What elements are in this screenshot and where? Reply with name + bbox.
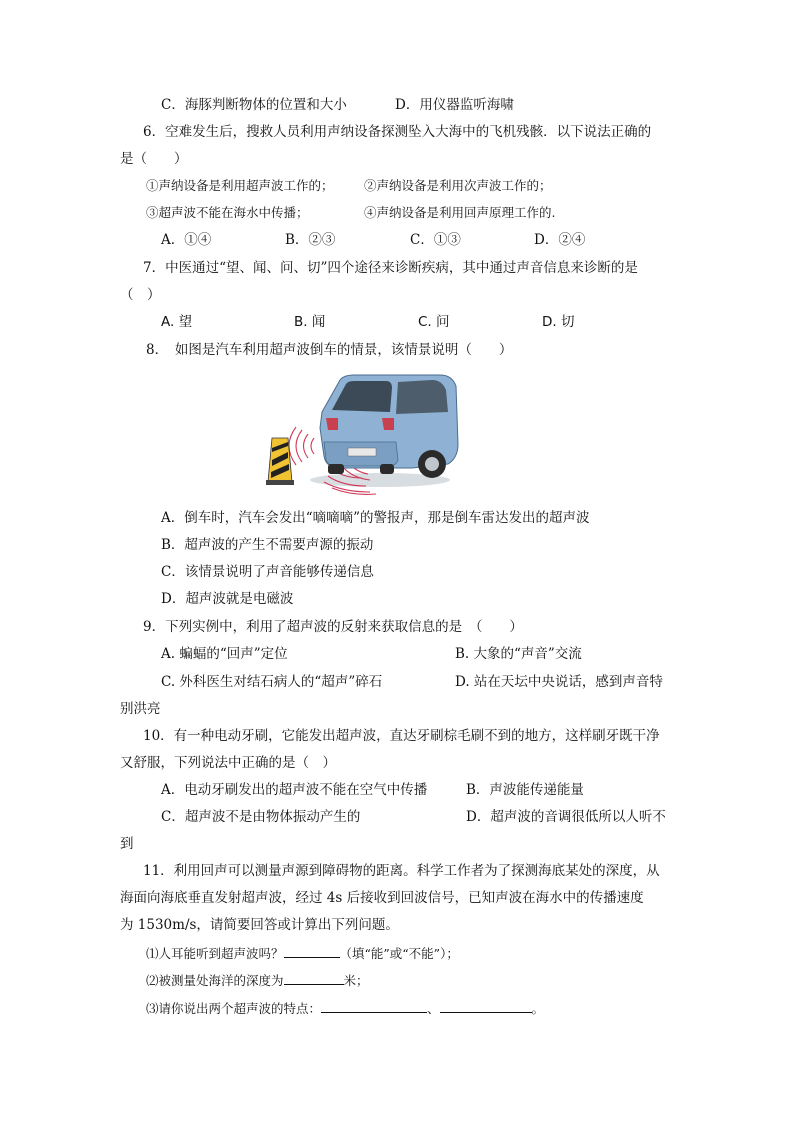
- q10-option-b: B．声波能传递能量: [466, 782, 584, 798]
- q5-option-c: C．海豚判断物体的位置和大小: [161, 97, 347, 113]
- q11-part-3-prompt: ⑶请你说出两个超声波的特点：: [146, 1001, 322, 1016]
- q7-stem-line2: （ ）: [120, 287, 161, 303]
- q8-option-c: C．该情景说明了声音能够传递信息: [161, 564, 374, 580]
- q11-part-3-separator: 、: [427, 1001, 440, 1016]
- q9-stem: 9．下列实例中，利用了超声波的反射来获取信息的是 （ ）: [143, 619, 523, 635]
- q6-statement-3: ③超声波不能在海水中传播；: [146, 205, 309, 220]
- q6-stem-line2: 是（ ）: [120, 151, 188, 167]
- q6-statement-2: ②声纳设备是利用次声波工作的；: [364, 178, 552, 193]
- q11-stem-line2: 海面向海底垂直发射超声波，经过 4s 后接收到回波信号，已知声波在海水中的传播速度: [120, 890, 644, 906]
- q7-option-d: D. 切: [542, 314, 575, 330]
- q6-statement-1: ①声纳设备是利用超声波工作的；: [146, 178, 334, 193]
- barrier-icon: [266, 438, 294, 485]
- q11-stem-line1: 11．利用回声可以测量声源到障碍物的距离。科学工作者为了探测海底某处的深度，从: [143, 863, 660, 879]
- q5-option-d: D．用仪器监听海啸: [395, 97, 514, 113]
- q7-option-c: C. 问: [418, 314, 450, 330]
- q11-stem-line3: 为 1530m/s，请简要回答或计算出下列问题。: [120, 917, 399, 933]
- answer-blank-3[interactable]: [321, 999, 427, 1013]
- q9-option-a: A. 蝙蝠的“回声”定位: [161, 646, 288, 662]
- answer-blank-2[interactable]: [284, 971, 344, 985]
- q9-option-c: C. 外科医生对结石病人的“超声”碎石: [161, 674, 383, 690]
- q8-option-b: B．超声波的产生不需要声源的振动: [161, 537, 374, 553]
- q8-option-a: A．倒车时，汽车会发出“嘀嘀嘀”的警报声，那是倒车雷达发出的超声波: [161, 510, 590, 526]
- q9-option-b: B. 大象的“声音”交流: [455, 646, 582, 662]
- q6-option-b: B．②③: [285, 232, 336, 248]
- car-icon: [320, 375, 458, 478]
- q11-part-3: [146, 999, 544, 1018]
- q11-part-2-unit: 米；: [343, 973, 369, 988]
- q9-option-d-line2: 别洪亮: [120, 701, 161, 717]
- q10-option-d-line1: D．超声波的音调很低所以人听不: [466, 809, 666, 825]
- q11-part-2-prompt: ⑵被测量处海洋的深度为: [146, 973, 284, 988]
- answer-blank-4[interactable]: [440, 999, 532, 1013]
- answer-blank-1[interactable]: [284, 944, 340, 958]
- q11-part-1-prompt: ⑴人耳能听到超声波吗？: [146, 946, 284, 961]
- q6-option-d: D．②④: [534, 232, 586, 248]
- q7-option-b: B. 闻: [294, 314, 326, 330]
- q6-option-a: A．①④: [161, 232, 212, 248]
- q6-option-c: C．①③: [410, 232, 461, 248]
- q7-option-a: A. 望: [161, 314, 193, 330]
- q10-stem-line2: 又舒服，下列说法中正确的是（ ）: [120, 755, 336, 771]
- q6-statement-4: ④声纳设备是利用回声原理工作的.: [364, 205, 556, 220]
- q10-option-c: C．超声波不是由物体振动产生的: [161, 809, 361, 825]
- q10-stem-line1: 10．有一种电动牙刷，它能发出超声波，直达牙刷棕毛刷不到的地方，这样刷牙既干净: [143, 728, 660, 744]
- q8-option-d: D．超声波就是电磁波: [161, 591, 294, 607]
- q11-part-3-end: 。: [531, 1001, 545, 1016]
- q11-part-1: [146, 944, 459, 963]
- q11-part-1-hint: （填“能”或“不能”）；: [339, 946, 459, 961]
- q10-option-d-line2: 到: [120, 836, 134, 852]
- q6-stem-line1: 6．空难发生后，搜救人员利用声纳设备探测坠入大海中的飞机残骸．以下说法正确的: [143, 124, 652, 140]
- q10-option-a: A．电动牙刷发出的超声波不能在空气中传播: [161, 782, 428, 798]
- q8-stem: 8． 如图是汽车利用超声波倒车的情景，该情景说明（ ）: [146, 342, 513, 358]
- reversing-car-figure: [262, 372, 460, 500]
- q11-part-2: [146, 971, 369, 990]
- q7-stem-line1: 7．中医通过“望、闻、问、切”四个途径来诊断疾病，其中通过声音信息来诊断的是: [143, 260, 638, 276]
- q9-option-d-line1: D. 站在天坛中央说话，感到声音特: [455, 674, 663, 690]
